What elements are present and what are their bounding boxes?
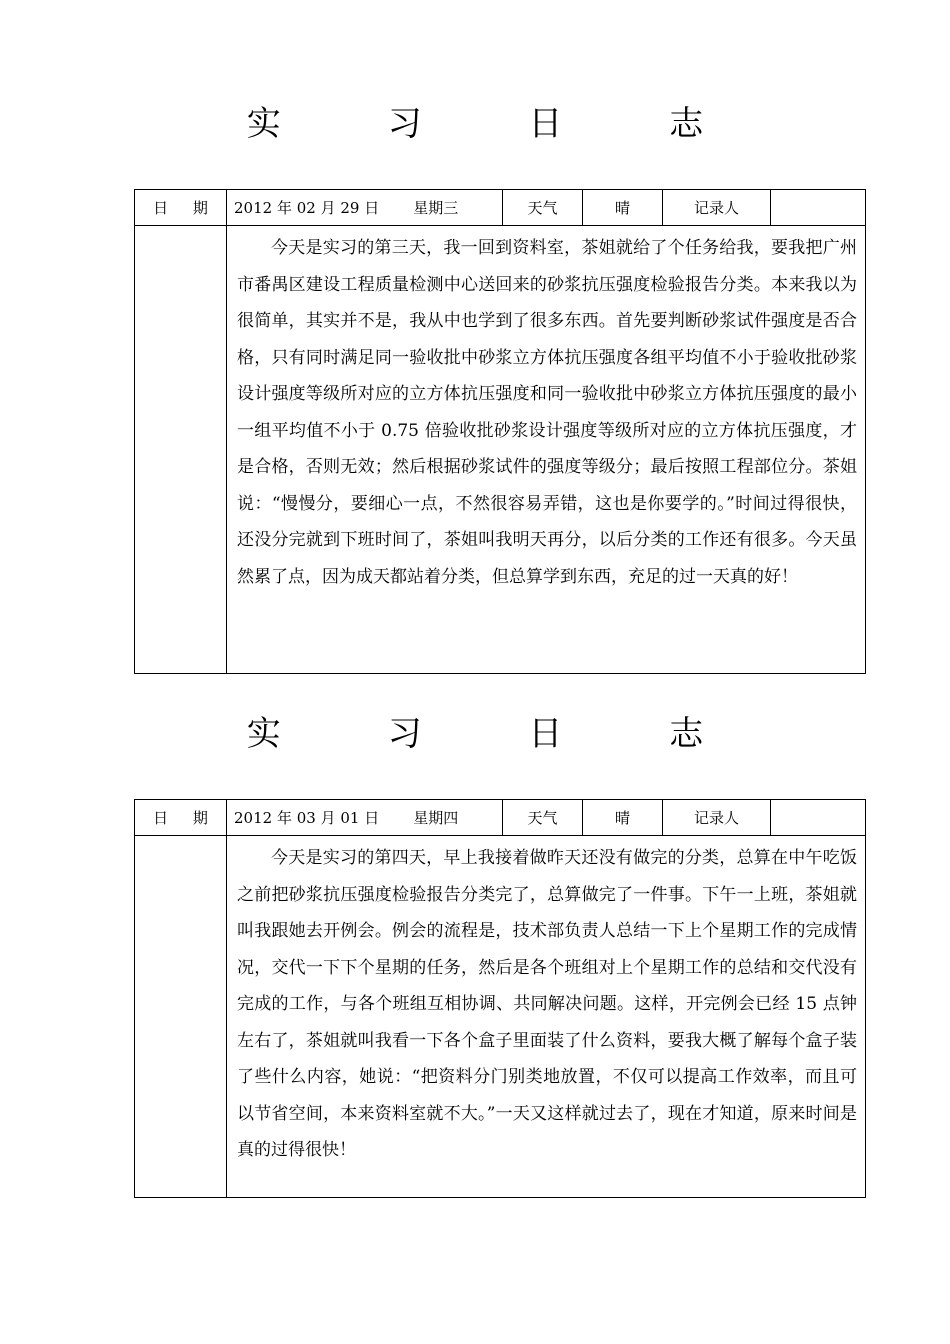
- date-cell: [227, 190, 503, 226]
- log-title: 实 习 日 志: [246, 714, 752, 754]
- weather-value: 晴: [583, 800, 663, 836]
- log-entry-table: [134, 799, 866, 1198]
- date-label: 日 期: [135, 800, 227, 836]
- weekday-value: 星期四: [413, 809, 459, 827]
- weather-label: 天气: [503, 800, 583, 836]
- log-entry-table: [134, 189, 866, 674]
- log-entry-text: 今天是实习的第三天，我一回到资料室，茶姐就给了个任务给我，要我把广州市番禺区建设工程质量检测中心送回来的砂浆抗压强度检验报告分类。本来我以为很简单，其实并不是，我从中也学到了很多东西。首先要判断砂浆试件强度是否合格，只有同时满足同一验收批中砂浆立方体抗压强度各组平均值不小于验收批砂浆设计强度等级所对应的立方体抗压强度和同一验收批中砂浆立方体抗压强度的最小一组平均值不小于 0.75 倍验收批砂浆设计强度等级所对应的立方体抗压强度，才是合格，否则无效；然后根据砂浆试件的强度等级分；最后按照工程部位分。茶姐说：“慢慢分，要细心一点，不然很容易弄错，这也是你要学的。”时间过得很快，还没分完就到下班时间了，茶姐叫我明天再分，以后分类的工作还有很多。今天虽然累了点，因为成天都站着分类，但总算学到东西，充足的过一天真的好！: [237, 238, 857, 587]
- log-entry-text: 今天是实习的第四天，早上我接着做昨天还没有做完的分类，总算在中午吃饭之前把砂浆抗压强度检验报告分类完了，总算做完了一件事。下午一上班，茶姐就叫我跟她去开例会。例会的流程是，技术部负责人总结一下上个星期工作的完成情况，交代一下下个星期的任务，然后是各个班组对上个星期工作的总结和交代没有完成的工作，与各个班组互相协调、共同解决问题。这样，开完例会已经 15 点钟左右了，茶姐就叫我看一下各个盒子里面装了什么资料，要我大概了解每个盒子装了些什么内容，她说：“把资料分门别类地放置，不仅可以提高工作效率，而且可以节省空间，本来资料室就不大。”一天又这样就过去了，现在才知道，原来时间是真的过得很快！: [237, 848, 857, 1160]
- log-header-row: [135, 190, 866, 226]
- weather-label: 天气: [503, 190, 583, 226]
- log-body-row: [135, 836, 866, 1198]
- date-value: 2012 年 03 月 01 日: [234, 809, 380, 827]
- log-content-cell: [227, 226, 866, 674]
- weather-value: 晴: [583, 190, 663, 226]
- recorder-label: 记录人: [663, 190, 771, 226]
- log-body-row: [135, 226, 866, 674]
- margin-cell: [135, 836, 227, 1198]
- recorder-label: 记录人: [663, 800, 771, 836]
- recorder-value: [771, 800, 866, 836]
- log-content-cell: [227, 836, 866, 1198]
- weekday-value: 星期三: [413, 199, 459, 217]
- date-cell: [227, 800, 503, 836]
- log-header-row: [135, 800, 866, 836]
- recorder-value: [771, 190, 866, 226]
- date-label: 日 期: [135, 190, 227, 226]
- margin-cell: [135, 226, 227, 674]
- date-value: 2012 年 02 月 29 日: [234, 199, 380, 217]
- log-title: 实 习 日 志: [246, 104, 752, 144]
